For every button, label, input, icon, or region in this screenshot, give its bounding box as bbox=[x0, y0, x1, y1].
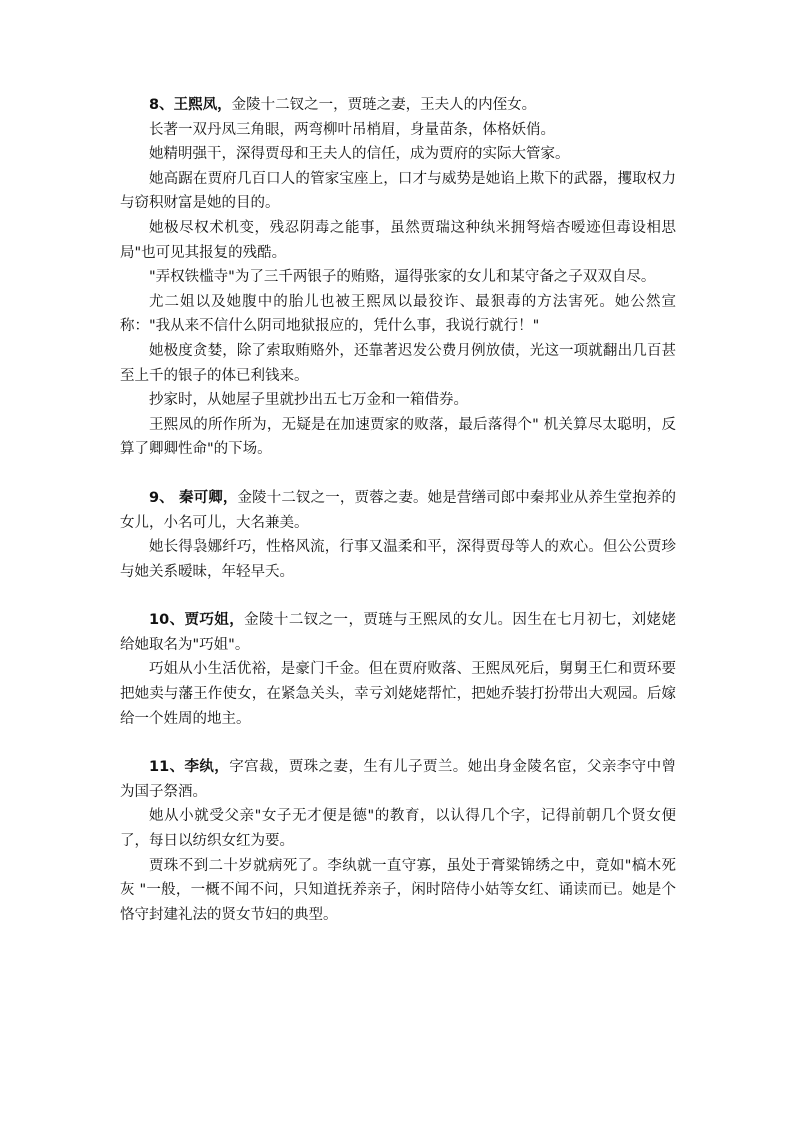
section-intro-text: 金陵十二钗之一，贾蓉之妻。她是营缮司郎中秦邦业从养生堂抱养的女儿，小名可儿，大名兼美。 bbox=[120, 489, 677, 531]
section-intro bbox=[120, 755, 676, 804]
section-heading: 8、王熙凤， bbox=[149, 97, 232, 113]
paragraph: 她极度贪婪，除了索取贿赂外，还靠著迟发公费月例放债，光这一项就翻出几百甚至上千的银子的体已利钱来。 bbox=[120, 342, 676, 384]
paragraph: 她极尽权术机变，残忍阴毒之能事，虽然贾瑞这种纨米拥弩焙杏嗳迹但毒设相思局"也可见其报复的残酷。 bbox=[120, 219, 676, 261]
paragraph: 她从小就受父亲"女子无才便是德"的教育，以认得几个字，记得前朝几个贤女便了，每日以纺织女红为要。 bbox=[120, 808, 676, 850]
section-intro-text: 金陵十二钗之一，贾琏与王熙凤的女儿。因生在七月初七，刘姥姥给她取名为"巧姐"。 bbox=[120, 612, 676, 653]
section-li-wan bbox=[120, 755, 676, 927]
paragraph: 巧姐从小生活优裕，是豪门千金。但在贾府败落、王熙凤死后，舅舅王仁和贾环要把她卖与藩王作使女，在紧急关头，幸亏刘姥姥帮忙，把她乔装打扮带出大观园。后嫁给一个姓周的地主。 bbox=[120, 661, 676, 727]
paragraph: 贾珠不到二十岁就病死了。李纨就一直守寡，虽处于膏粱锦绣之中，竟如"槁木死灰 "一般，一概不闻不问，只知道抚养亲子，闲时陪侍小姑等女红、诵读而已。她是个恪守封建礼法的贤女节妇的典型。 bbox=[120, 857, 676, 923]
paragraph: 她高踞在贾府几百口人的管家宝座上，口才与威势是她谄上欺下的武器，攫取权力与窃积财富是她的目的。 bbox=[120, 170, 676, 212]
section-heading: 11、李纨， bbox=[149, 759, 230, 776]
paragraph: 王熙凤的所作所为，无疑是在加速贾家的败落，最后落得个" 机关算尽太聪明，反算了卿卿性命"的下场。 bbox=[120, 416, 676, 458]
section-intro bbox=[120, 93, 676, 118]
section-intro bbox=[120, 608, 676, 657]
paragraph: 抄家时，从她屋子里就抄出五七万金和一箱借券。 bbox=[149, 392, 468, 409]
section-wang-xifeng bbox=[120, 93, 676, 462]
paragraph: 她精明强干，深得贾母和王夫人的信任，成为贾府的实际大管家。 bbox=[149, 146, 570, 163]
section-intro-text: 字宫裁，贾珠之妻，生有儿子贾兰。她出身金陵名宦，父亲李守中曾为国子祭酒。 bbox=[120, 759, 676, 800]
section-qin-keqing bbox=[120, 486, 676, 584]
section-intro-text: 金陵十二钗之一，贾琏之妻，王夫人的内侄女。 bbox=[231, 97, 537, 113]
paragraph: "弄权铁槛寺"为了三千两银子的贿赂，逼得张家的女儿和某守备之子双双自尽。 bbox=[149, 269, 656, 286]
paragraph: 尤二姐以及她腹中的胎儿也被王熙凤以最狡诈、最狠毒的方法害死。她公然宣称："我从来不信什么阴司地狱报应的，凭什么事，我说行就行！" bbox=[120, 293, 676, 335]
section-intro bbox=[120, 486, 676, 535]
section-heading: 9、 秦可卿， bbox=[149, 489, 238, 506]
paragraph: 长著一双丹凤三角眼，两弯柳叶吊梢眉，身量苗条，体格妖俏。 bbox=[149, 121, 555, 138]
section-heading: 10、贾巧姐， bbox=[149, 612, 245, 629]
section-jia-qiaojie bbox=[120, 608, 676, 731]
document-body bbox=[120, 93, 676, 927]
paragraph: 她长得袅娜纤巧，性格风流，行事又温柔和平，深得贾母等人的欢心。但公公贾珍与她关系暧昧，年轻早夭。 bbox=[120, 539, 676, 580]
